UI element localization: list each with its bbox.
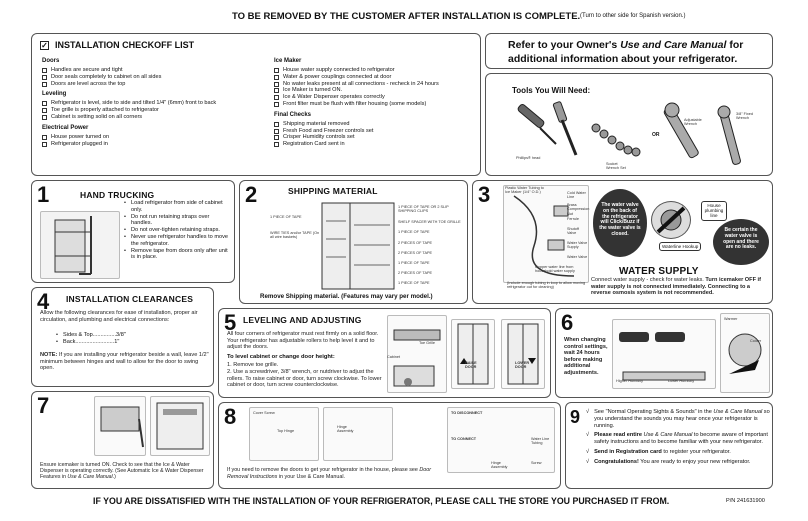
raise-door-illustration [451, 319, 495, 389]
tool-label-or: OR [652, 132, 660, 138]
valve-open-bubble-text: Be certain the water valve is open and there are no leaks. [723, 227, 759, 251]
checkoff-panel [31, 33, 481, 176]
checkbox[interactable] [274, 135, 279, 140]
shipping-caption: Remove Shipping material. (Features may vary per model.) [260, 293, 433, 300]
control-text-b: 24 hours [576, 350, 600, 357]
col1-heading: Leveling [42, 91, 67, 98]
label-colder: Colder [750, 339, 762, 343]
checkbox[interactable] [274, 82, 279, 87]
shipping-callout-right-3: 1 PIECE OF TAPE [398, 230, 430, 234]
final-check-item [586, 449, 772, 456]
final-checklist [586, 409, 772, 469]
waterline-hookup-label: Waterline Hookup [659, 242, 701, 251]
checklist-item[interactable] [42, 67, 277, 74]
water-valve-bubble-text: The water valve on the back of the refrigerator will Click/Buzz if the water valve is closed. [599, 202, 641, 237]
col2-heading: Ice Maker [274, 58, 302, 64]
label-screw: Screw [531, 461, 542, 465]
leveling-step-2: 2. Use a screwdriver, 3/8" wrench, or nutdriver to adjust the rollers. To raise cabinet or door, turn screw clockwise. To lower cabinet or door, turn screw counterclockwise. [227, 369, 382, 389]
step-number-6: 6 [561, 310, 574, 335]
checklist-item-label: Refrigerator plugged in [51, 140, 108, 147]
water-label-copper: Copper water line from household water supply [535, 265, 575, 274]
hand-trucking-bullet: • Do not run retaining straps over handles. [124, 214, 232, 228]
hand-trucking-bullet: • Load refrigerator from side of cabinet only. [124, 200, 232, 214]
label-toe-grille: Toe Grille [419, 341, 436, 345]
bottom-banner: IF YOU ARE DISSATISFIED WITH THE INSTALLATION OF YOUR REFRIGERATOR, PLEASE CALL THE STORE YOU PURCHASED IT FROM. [93, 496, 670, 506]
valve-open-bubble [713, 219, 769, 265]
clearance-intro: Allow the following clearances for ease of installation, proper air circulation, and plumbing and electrical connections: [40, 310, 198, 323]
toe-grille-illustration [387, 315, 447, 393]
check-icon: √ [586, 432, 590, 439]
checklist-item-label: Doors are level across the top [51, 80, 126, 87]
checklist-item-label: Cabinet is setting solid on all corners [51, 113, 143, 120]
check-icon: √ [586, 458, 590, 465]
dispenser-illustration [150, 396, 210, 456]
checklist-item[interactable] [274, 81, 479, 88]
checklist-item[interactable] [274, 87, 479, 94]
step-number-4: 4 [37, 289, 50, 314]
shipping-callout-left-2: WIRE TIES and/or TAPE (On all wire baskets) [270, 231, 320, 240]
label-water-line-tubing: Water Line Tubing [531, 437, 550, 446]
final-check-text-b: Use & Care Manual [643, 432, 693, 439]
checklist-item[interactable] [274, 121, 479, 128]
screwdriver-icon [517, 103, 556, 144]
section-2-title: SHIPPING MATERIAL [288, 186, 378, 196]
checklist-item-label: Registration Card sent in [283, 141, 345, 148]
section-6-panel [555, 308, 773, 398]
leveling-subhead: To level cabinet or change door height: [227, 354, 335, 360]
shipping-callout-right-1: 1 PIECE OF TAPE OR 2 SLIP SHIPPING CLIPS [398, 205, 449, 214]
checklist-item[interactable] [274, 74, 479, 81]
owners-line1-c: for [726, 39, 744, 51]
shipping-callout-right-2: SHELF SPACER WITH TOE GRILLE [398, 220, 461, 224]
water-label-cold-line: Cold Water Line [567, 191, 586, 200]
checklist-item-label: Shipping material removed [283, 120, 350, 127]
label-to-disconnect: TO DISCONNECT [451, 411, 483, 415]
checklist-item[interactable] [42, 114, 277, 121]
top-banner: TO BE REMOVED BY THE CUSTOMER AFTER INSTALLATION IS COMPLETE. [232, 11, 581, 22]
shipping-callout-right-4: 2 PIECES OF TAPE [398, 241, 433, 245]
leveling-paragraph: All four corners of refrigerator must rest firmly on a solid floor. Your refrigerator has adjustable rollers to help level it and to adjust the doors. [227, 331, 379, 351]
checkbox[interactable] [42, 108, 47, 113]
door-removal-text-c: in your Use & Care Manual. [277, 473, 346, 480]
tools-panel [485, 73, 773, 176]
final-check-text-c: You are ready to enjoy your new refrigerator. [638, 458, 751, 465]
water-label-valve: Water Valve [567, 255, 588, 259]
icemaker-illustration [94, 396, 146, 456]
step-number-3: 3 [478, 182, 491, 207]
refrigerator-shipping-illustration [320, 201, 396, 291]
checklist-item-label: Fresh Food and Freezer controls set [283, 127, 374, 134]
part-number: P/N 241631900 [726, 498, 765, 504]
checklist-item-label: Handles are secure and tight [51, 67, 123, 73]
clearance-note-label: NOTE: [40, 352, 58, 358]
checkbox[interactable] [274, 122, 279, 127]
col1-heading: Electrical Power [42, 124, 89, 131]
checkbox[interactable] [274, 75, 279, 80]
check-icon: √ [586, 448, 590, 455]
checkbox[interactable] [42, 75, 47, 80]
label-higher-humidity: Higher Humidity [616, 379, 644, 383]
checkbox[interactable] [42, 68, 47, 73]
door-removal-text-a: If you need to remove the doors to get your refrigerator in the house, please see [227, 467, 420, 473]
water-valve-bubble [593, 189, 647, 257]
final-check-text-c: so you understand the sounds you may hear once your refrigerator is running. [594, 409, 770, 429]
label-hinge-assembly: Hinge Assembly [337, 425, 354, 434]
owners-manual-panel [485, 33, 773, 69]
door-removal-text-b: Door Removal Instructions [227, 467, 432, 480]
step-number-8: 8 [224, 404, 237, 429]
shipping-callout-right-6: 1 PIECE OF TAPE [398, 261, 430, 265]
water-small-note: (Include enough tubing in loop to allow moving refrigerator out for cleaning) [507, 281, 586, 290]
tool-label-socket: Socket Wrench Set [606, 162, 626, 171]
icemaker-text-b: Use & Care Manual [67, 474, 113, 481]
section-2-panel [239, 180, 468, 304]
step-number-1: 1 [37, 182, 50, 207]
checkmark-icon: ✓ [41, 40, 48, 50]
checklist-item-label: Front filter must be flush with filter housing (some models) [283, 100, 427, 107]
step-number-7: 7 [37, 393, 50, 418]
shipping-callout-right-8: 1 PIECE OF TAPE [398, 281, 430, 285]
checkbox[interactable] [274, 95, 279, 100]
step-number-5: 5 [224, 310, 237, 335]
clearance-item: • Sides & Top...............3/8" [56, 332, 176, 339]
final-check-text-a: Send in Registration card [594, 448, 662, 455]
final-check-text [594, 432, 772, 446]
shipping-callout-right-7: 2 PIECES OF TAPE [398, 271, 433, 275]
final-check-text [594, 449, 731, 456]
label-cover-screw: Cover Screw [253, 411, 275, 415]
step-number-9: 9 [570, 407, 581, 427]
icemaker-text-c: .) [112, 474, 116, 481]
checklist-item-label: Door seals completely to cabinet on all sides [51, 73, 162, 80]
final-check-text-a: Congratulations! [594, 458, 639, 465]
final-check-item [586, 459, 772, 466]
clearance-list [56, 332, 176, 346]
section-4-panel [31, 287, 214, 387]
door-removal-text [227, 467, 447, 480]
label-lower-humidity: Lower Humidity [668, 379, 695, 383]
icemaker-text [40, 462, 212, 481]
clearance-note [40, 352, 212, 372]
label-lower-door: LOWER DOOR [515, 361, 530, 370]
hand-truck-illustration [40, 211, 120, 279]
checklist-item[interactable] [42, 134, 277, 141]
section-9-panel [565, 402, 773, 489]
checklist-item[interactable] [274, 141, 479, 148]
checkbox[interactable] [274, 102, 279, 107]
checklist-item[interactable] [42, 81, 277, 88]
tool-label-fixed: 3/8" Fixed Wrench [736, 112, 753, 121]
final-check-text-c: to become aware of important safety instructions and to become familiar with your new refrigerator. [594, 432, 768, 446]
label-top-hinge: Top Hinge [277, 429, 295, 433]
checkoff-column-1 [42, 54, 277, 147]
hand-trucking-bullet: • Remove tape from doors only after unit is in place. [124, 248, 232, 262]
tool-label-adjustable: Adjustable Wrench [684, 118, 702, 127]
section-7-panel [31, 391, 214, 489]
label-cabinet: Cabinet [387, 355, 401, 359]
water-supply-text [591, 277, 771, 297]
final-check-item [586, 409, 772, 429]
section-1-title: HAND TRUCKING [80, 190, 155, 200]
checklist-item-label: Ice Maker is turned ON. [283, 87, 343, 94]
checklist-item-label: Water & power couplings connected at door [283, 73, 392, 80]
checklist-item-label: No water leaks present at all connections - recheck in 24 hours [283, 80, 439, 87]
checkbox[interactable] [274, 129, 279, 134]
section-1-panel [31, 180, 235, 283]
col1-heading: Doors [42, 58, 60, 64]
checklist-item-label: Refrigerator is level, side to side and tilted 1/4" (6mm) front to back [51, 100, 217, 107]
checkbox[interactable] [42, 101, 47, 106]
checklist-item[interactable] [42, 141, 277, 148]
checkbox[interactable] [42, 135, 47, 140]
checklist-item[interactable] [274, 128, 479, 135]
icemaker-text-a: Ensure icemaker is turned ON. Check to see that the Ice & Water Dispenser is operating correctly. (See Automatic Ice & Water Dispenser Features in [40, 462, 204, 481]
shipping-callout-left-1: 1 PIECE OF TAPE [270, 215, 302, 219]
section-5-title: LEVELING AND ADJUSTING [243, 315, 362, 325]
checklist-item[interactable] [42, 100, 277, 107]
check-icon: √ [586, 409, 590, 415]
water-label-nut: Brass Compression Nut [567, 203, 590, 216]
checklist-item-label: Crisper Humidity controls set [283, 134, 355, 141]
checklist-item-label: House water supply connected to refrigerator [283, 67, 395, 73]
owners-line1-manual: Use and Care Manual [620, 39, 727, 51]
water-label-ferrule: Ferrule [567, 217, 580, 221]
final-check-text-b: Use & Care Manual [713, 409, 763, 415]
final-check-text [594, 459, 750, 466]
checklist-item[interactable] [42, 107, 277, 114]
spanish-note: (Turn to other side for Spanish version.) [580, 13, 686, 19]
label-warmer: Warmer [724, 317, 738, 321]
control-settings-text [564, 337, 608, 377]
hinge-illustration-2 [323, 407, 393, 461]
section-5-panel [218, 308, 551, 398]
final-check-item [586, 432, 772, 446]
checkbox[interactable] [42, 142, 47, 147]
owners-line2: additional information about your refrigerator. [508, 53, 738, 65]
section-4-title: INSTALLATION CLEARANCES [66, 294, 194, 304]
final-check-text-a: Please read entire [594, 432, 644, 439]
water-label-tubing: Plastic Water Tubing to Ice Maker (1/4" O.D.) [505, 186, 544, 195]
valve-photo [651, 201, 691, 239]
label-to-connect: TO CONNECT [451, 437, 477, 441]
checklist-item-label: Ice & Water Dispenser operates correctly [283, 94, 385, 101]
checklist-item-label: House power turned on [51, 133, 110, 140]
section-1-list [124, 200, 232, 261]
checklist-item[interactable] [274, 134, 479, 141]
checklist-item[interactable] [274, 101, 479, 108]
hand-trucking-bullet: • Do not over-tighten retaining straps. [124, 227, 232, 234]
socket-wrench-icon [553, 101, 640, 156]
checkbox[interactable] [274, 88, 279, 93]
house-plumbing-label: House plumbing line [701, 201, 727, 221]
lower-door-illustration [501, 319, 545, 389]
final-check-text-a: See "Normal Operating Sights & Sounds" in the [594, 409, 714, 415]
checklist-item-label: Toe grille is properly attached to refrigerator [51, 107, 159, 114]
thermostat-illustration [720, 313, 770, 393]
checklist-item[interactable] [274, 94, 479, 101]
hand-trucking-bullet: • Never use refrigerator handles to move the refrigerator. [124, 234, 232, 248]
owners-line1-a: Refer to your Owner's [508, 39, 621, 51]
shipping-callout-right-5: 2 PIECES OF TAPE [398, 251, 433, 255]
col2-heading: Final Checks [274, 111, 312, 118]
step-number-2: 2 [245, 182, 258, 207]
section-3-panel [472, 180, 773, 304]
checkbox[interactable] [42, 82, 47, 87]
section-8-panel [218, 402, 561, 489]
tools-title: Tools You Will Need: [512, 86, 591, 95]
water-label-shutoff: Shutoff Valve [567, 227, 579, 236]
adjustable-wrench-icon [663, 103, 699, 159]
checkoff-title: INSTALLATION CHECKOFF LIST [55, 40, 195, 50]
leveling-step-1: 1. Remove toe grille. [227, 362, 279, 368]
clearance-item: • Back.........................1" [56, 339, 176, 346]
water-label-supply: Water Valve Supply [567, 241, 588, 250]
checkoff-column-2 [274, 54, 479, 148]
checkbox[interactable] [274, 142, 279, 147]
label-raise-door: RAISE DOOR [465, 361, 477, 370]
control-text-a: When changing control settings, wait [564, 337, 608, 357]
control-text-c: before making additional adjustments. [564, 356, 603, 376]
checkbox[interactable] [274, 68, 279, 73]
checklist-item[interactable] [42, 74, 277, 81]
water-supply-title: WATER SUPPLY [619, 266, 699, 277]
label-hinge-assembly-2: Hinge Assembly [491, 461, 508, 470]
final-check-text [594, 409, 772, 429]
final-check-text-c: to register your refrigerator. [661, 448, 731, 455]
water-supply-text-b: Turn icemaker OFF if water supply is not connected immediately. Connecting to a reverse osmosis system is not recommended. [591, 277, 761, 297]
clearance-note-text: If you are installing your refrigerator beside a wall, leave 1/2" minimum between hinges and wall to allow for the door to swing open. [40, 352, 209, 372]
water-supply-text-a: Connect water supply - check for water leaks. [591, 277, 704, 283]
checkbox[interactable] [42, 115, 47, 120]
checklist-item[interactable] [274, 67, 479, 74]
tool-label-phillips: Phillips® head [516, 156, 541, 160]
